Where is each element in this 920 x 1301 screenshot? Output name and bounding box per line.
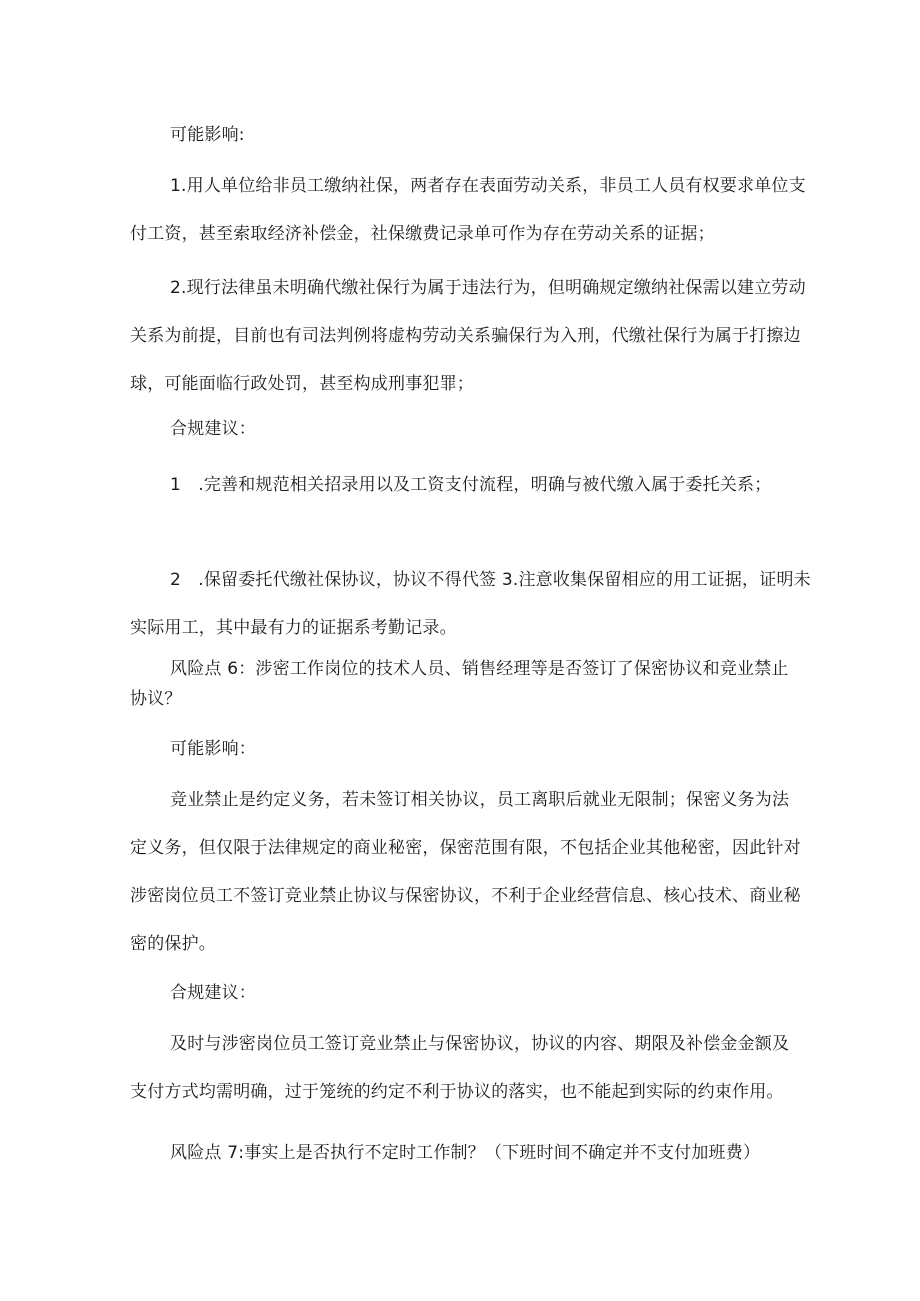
compliance-heading-1: [130, 414, 835, 444]
paragraph-line: 付工资，甚至索取经济补偿金，社保缴费记录单可作为存在劳动关系的证据；: [130, 224, 715, 244]
paragraph-line: 支付方式均需明确，过于笼统的约定不利于协议的落实，也不能起到实际的约束作用。: [130, 1082, 784, 1102]
paragraph-line: 2 .保留委托代缴社保协议，协议不得代签 3.注意收集保留相应的用工证据，证明未: [170, 570, 811, 590]
paragraph-line: 竞业禁止是约定义务，若未签订相关协议，员工离职后就业无限制；保密义务为法: [170, 790, 790, 810]
impact-paragraph-1: [130, 162, 806, 258]
impact-paragraph-3: [130, 776, 801, 968]
heading-text: 可能影响:: [170, 125, 245, 145]
risk-point-6: [130, 654, 795, 714]
paragraph-line: 球，可能面临行政处罚，甚至构成刑事犯罪；: [130, 374, 474, 394]
impact-heading-2: [130, 734, 835, 764]
paragraph-line: 2.现行法律虽未明确代缴社保行为属于违法行为，但明确规定缴纳社保需以建立劳动: [170, 278, 806, 298]
paragraph-line: 密的保护。: [130, 934, 216, 954]
compliance-heading-2: [130, 978, 835, 1008]
risk-point-7: [130, 1138, 835, 1168]
paragraph-line: 及时与涉密岗位员工签订竞业禁止与保密协议，协议的内容、期限及补偿金金额及: [170, 1034, 790, 1054]
paragraph-line: 1.用人单位给非员工缴纳社保，两者存在表面劳动关系，非员工人员有权要求单位支: [170, 176, 806, 196]
heading-text: 合规建议：: [170, 419, 256, 439]
heading-text: 可能影响：: [170, 739, 256, 759]
paragraph-line: 风险点 7:事实上是否执行不定时工作制？（下班时间不确定并不支付加班费）: [170, 1143, 761, 1163]
list-item-text: 1 .完善和规范相关招录用以及工资支付流程，明确与被代缴入属于委托关系；: [170, 475, 772, 495]
paragraph-line: 风险点 6：涉密工作岗位的技术人员、销售经理等是否签订了保密协议和竞业禁止: [170, 659, 789, 679]
paragraph-line: 实际用工，其中最有力的证据系考勤记录。: [130, 618, 457, 638]
paragraph-line: 定义务，但仅限于法律规定的商业秘密，保密范围有限，不包括企业其他秘密，因此针对: [130, 838, 801, 858]
suggestion-item-2: [130, 556, 811, 652]
paragraph-line: 协议？: [130, 689, 182, 709]
paragraph-line: 关系为前提，目前也有司法判例将虚构劳动关系骗保行为入刑，代缴社保行为属于打擦边: [130, 326, 801, 346]
impact-heading-1: [130, 120, 835, 150]
suggestion-item-1: [130, 470, 835, 500]
paragraph-line: 涉密岗位员工不签订竞业禁止协议与保密协议，不利于企业经营信息、核心技术、商业秘: [130, 886, 801, 906]
impact-paragraph-2: [130, 264, 806, 408]
heading-text: 合规建议：: [170, 983, 256, 1003]
suggestion-paragraph-3: [130, 1020, 795, 1116]
